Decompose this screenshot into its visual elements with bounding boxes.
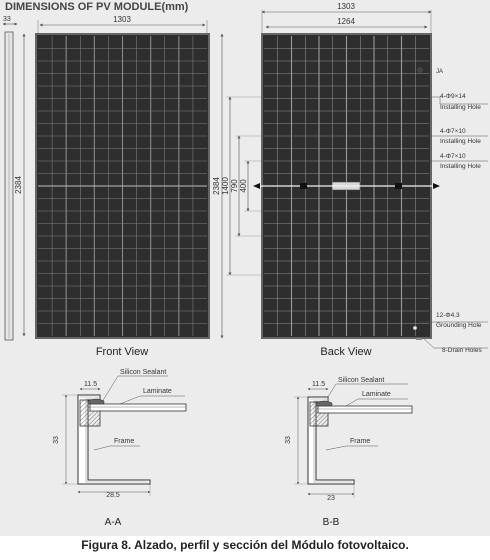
callout-hole-9x14-desc: Installing Hole (440, 104, 481, 111)
section-a-top-dim: 11.5 (84, 381, 98, 388)
section-b-laminate-label: Laminate (362, 391, 391, 398)
section-b-bottom-dim: 23 (327, 495, 335, 502)
section-b-height-dim: 33 (285, 436, 292, 444)
callout-hole-7x10-b-desc: Installing Hole (440, 163, 481, 170)
section-a-label: A-A (104, 517, 122, 528)
back-spacing-400: 400 (239, 179, 248, 193)
section-a-laminate-label: Laminate (143, 388, 172, 395)
section-b-top-dim: 11.5 (312, 381, 326, 388)
front-view-label: Front View (95, 346, 149, 358)
front-view (14, 15, 209, 358)
callout-hole-9x14: 4-Φ9×14 (440, 93, 466, 100)
section-b-silicon-label: Silicon Sealant (338, 377, 385, 384)
section-b-b (285, 377, 412, 528)
section-b-label: B-B (322, 517, 340, 528)
back-inner-width-dimension: 1264 (337, 17, 355, 26)
back-height-dimension: 2384 (212, 177, 221, 195)
section-a-silicon-label: Silicon Sealant (120, 369, 167, 376)
section-a-frame-label: Frame (114, 438, 135, 445)
profile-thickness-label: 33 (3, 16, 11, 23)
front-width-dimension: 1303 (113, 15, 131, 24)
callout-hole-7x10-a: 4-Φ7×10 (440, 128, 466, 135)
section-a-a (53, 369, 186, 528)
back-view (212, 2, 488, 358)
callout-grounding-hole-desc: Grounding Hole (436, 322, 482, 329)
back-spacing-1400: 1400 (221, 177, 230, 195)
back-width-dimension: 1303 (337, 2, 355, 11)
back-spacing-790: 790 (230, 179, 239, 193)
back-marker-label: JA (436, 69, 444, 75)
callout-grounding-hole: 12-Φ4.3 (436, 312, 460, 319)
callout-hole-7x10-b: 4-Φ7×10 (440, 153, 466, 160)
section-b-frame-label: Frame (350, 438, 371, 445)
back-view-label: Back View (320, 346, 372, 358)
front-height-dimension: 2384 (14, 176, 23, 194)
callout-drain-holes: 8-Drain Holes (442, 347, 482, 354)
figure-caption: Figura 8. Alzado, perfil y sección del Módulo fotovoltaico. (81, 538, 409, 552)
section-a-bottom-dim: 28.5 (106, 492, 120, 499)
diagram-title: DIMENSIONS OF PV MODULE(mm) (5, 1, 189, 13)
callout-hole-7x10-a-desc: Installing Hole (440, 138, 481, 145)
section-a-height-dim: 33 (53, 436, 60, 444)
